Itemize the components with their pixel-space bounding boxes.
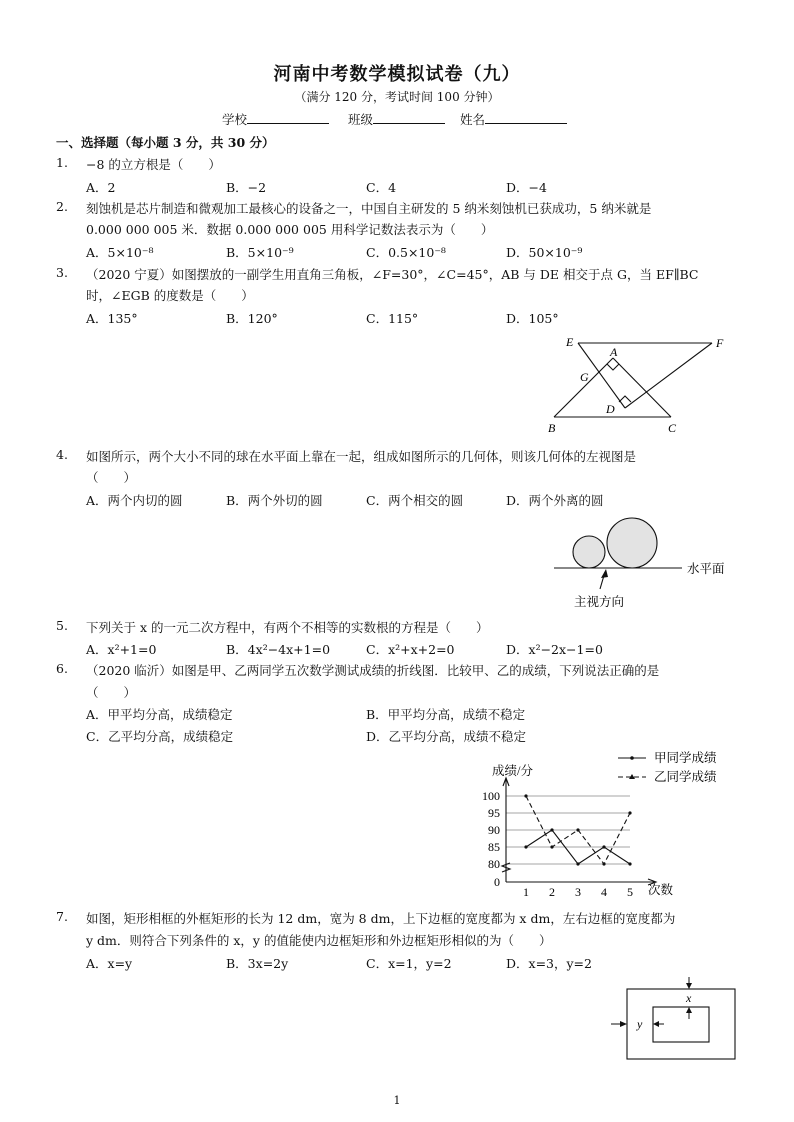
view-direction-label: 主视方向: [574, 595, 625, 609]
page-number: 1: [393, 1094, 401, 1107]
frame-figure: [606, 974, 756, 1064]
class-field: [348, 110, 445, 128]
option-a[interactable]: A．5×10⁻⁸: [86, 245, 154, 260]
question-text: 刻蚀机是芯片制造和微观加工最核心的设备之一，中国自主研发的 5 纳米刻蚀机已获成功，5 纳米就是: [86, 201, 652, 216]
option-b[interactable]: B．3x=2y: [226, 956, 289, 971]
option-d[interactable]: D．两个外离的圆: [506, 493, 604, 508]
name-label: 姓名: [460, 112, 486, 127]
question-text: 如图所示，两个大小不同的球在水平面上靠在一起，组成如图所示的几何体，则该几何体的左视图是: [86, 449, 637, 464]
data-point: [602, 845, 605, 848]
option-b[interactable]: B．120°: [226, 311, 278, 326]
y-tick-label: 80: [488, 857, 500, 871]
data-point: [550, 845, 553, 848]
y-tick-label: 100: [482, 789, 500, 803]
x-tick-label: 2: [549, 885, 555, 898]
option-b[interactable]: B．甲平均分高，成绩不稳定: [366, 707, 526, 722]
legend-series-1: 甲同学成绩: [654, 751, 717, 765]
question-number: 7.: [56, 909, 68, 924]
x-tick-label: 1: [523, 885, 529, 898]
score-line-chart: [440, 748, 740, 898]
data-point: [524, 845, 527, 848]
option-b[interactable]: B．两个外切的圆: [226, 493, 323, 508]
legend-series-2: 乙同学成绩: [654, 770, 717, 784]
y-label: y: [637, 1017, 643, 1031]
question-text-cont: （ ）: [86, 685, 137, 700]
option-c[interactable]: C．x²+x+2=0: [366, 642, 455, 657]
option-b[interactable]: B．−2: [226, 180, 267, 195]
triangle-figure: [540, 330, 740, 440]
question-number: 5.: [56, 618, 68, 633]
question-text: （2020 临沂）如图是甲、乙两同学五次数学测试成绩的折线图．比较甲、乙的成绩，下列说法正确的是: [86, 663, 660, 678]
question-number: 3.: [56, 265, 68, 280]
question-text: 如图，矩形相框的外框矩形的长为 12 dm，宽为 8 dm，上下边框的宽度都为 x dm，左右边框的宽度都为: [86, 911, 676, 926]
label-d: D: [606, 402, 615, 416]
option-d[interactable]: D．x²−2x−1=0: [506, 642, 603, 657]
option-a[interactable]: A．x²+1=0: [86, 642, 157, 657]
question-text: −8 的立方根是（ ）: [86, 157, 221, 172]
data-point: [628, 811, 631, 814]
option-a[interactable]: A．甲平均分高，成绩稳定: [86, 707, 233, 722]
class-blank[interactable]: [373, 111, 445, 124]
option-c[interactable]: C．x=1，y=2: [366, 956, 452, 971]
data-point: [628, 862, 631, 865]
question-text-cont: 0.000 000 005 米．数据 0.000 000 005 用科学记数法表示为（ ）: [86, 222, 494, 237]
option-c[interactable]: C．两个相交的圆: [366, 493, 464, 508]
option-d[interactable]: D．乙平均分高，成绩不稳定: [366, 729, 527, 744]
option-a[interactable]: A．x=y: [86, 956, 133, 971]
y-axis-label: 成绩/分: [492, 764, 533, 778]
label-f: F: [716, 336, 724, 350]
option-c[interactable]: C．115°: [366, 311, 419, 326]
option-c[interactable]: C．4: [366, 180, 397, 195]
data-point: [524, 794, 527, 797]
data-point: [576, 862, 579, 865]
x-axis-label: 次数: [648, 883, 674, 897]
legend: [618, 750, 717, 784]
class-label: 班级: [348, 112, 374, 127]
y-tick-label: 90: [488, 823, 500, 837]
data-point: [550, 828, 553, 831]
option-a[interactable]: A．2: [86, 180, 116, 195]
small-sphere: [573, 536, 605, 568]
large-sphere: [607, 518, 657, 568]
outer-frame: [627, 989, 735, 1059]
page-title: 河南中考数学模拟试卷（九）: [273, 64, 521, 85]
option-b[interactable]: B．4x²−4x+1=0: [226, 642, 331, 657]
x-tick-label: 4: [601, 885, 607, 898]
option-c[interactable]: C．乙平均分高，成绩稳定: [86, 729, 234, 744]
label-a: A: [610, 345, 618, 359]
question-text-cont: y dm．则符合下列条件的 x，y 的值能使内边框矩形和外边框矩形相似的为（ ）: [86, 933, 552, 948]
option-a[interactable]: A．两个内切的圆: [86, 493, 183, 508]
x-label: x: [686, 991, 692, 1005]
school-field: [222, 110, 329, 128]
label-b: B: [548, 421, 556, 435]
question-text-cont: （ ）: [86, 470, 137, 485]
option-c[interactable]: C．0.5×10⁻⁸: [366, 245, 446, 260]
option-d[interactable]: D．x=3，y=2: [506, 956, 592, 971]
ground-label: 水平面: [687, 562, 725, 576]
x-tick-label: 3: [575, 885, 581, 898]
option-d[interactable]: D．50×10⁻⁹: [506, 245, 583, 260]
option-a[interactable]: A．135°: [86, 311, 138, 326]
label-e: E: [566, 335, 574, 349]
exam-subtitle: （满分 120 分，考试时间 100 分钟）: [294, 90, 500, 104]
question-number: 1.: [56, 155, 68, 170]
label-c: C: [668, 421, 677, 435]
option-d[interactable]: D．−4: [506, 180, 547, 195]
y-tick-label: 0: [494, 875, 500, 889]
question-number: 2.: [56, 199, 68, 214]
question-text: 下列关于 x 的一元二次方程中，有两个不相等的实数根的方程是（ ）: [86, 620, 489, 635]
y-tick-label: 85: [488, 840, 500, 854]
option-d[interactable]: D．105°: [506, 311, 559, 326]
question-text-cont: 时，∠EGB 的度数是（ ）: [86, 288, 254, 303]
question-number: 6.: [56, 661, 68, 676]
school-blank[interactable]: [247, 111, 329, 124]
option-b[interactable]: B．5×10⁻⁹: [226, 245, 294, 260]
question-number: 4.: [56, 447, 68, 462]
data-point: [602, 862, 605, 865]
section-heading: 一、选择题（每小题 3 分，共 30 分）: [56, 135, 275, 150]
y-tick-label: 95: [488, 806, 500, 820]
x-tick-label: 5: [627, 885, 633, 898]
name-field: [460, 110, 567, 128]
data-point: [576, 828, 579, 831]
question-text: （2020 宁夏）如图摆放的一副学生用直角三角板，∠F=30°，∠C=45°，AB 与 DE 相交于点 G，当 EF∥BC: [86, 267, 699, 282]
school-label: 学校: [222, 112, 248, 127]
name-blank[interactable]: [485, 111, 567, 124]
label-g: G: [580, 370, 589, 384]
spheres-figure: [548, 508, 748, 612]
